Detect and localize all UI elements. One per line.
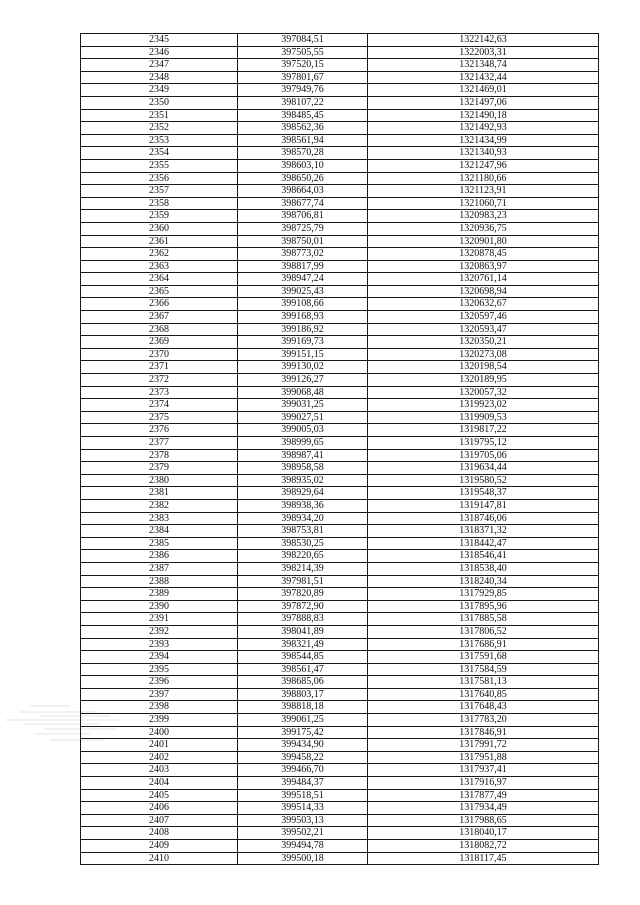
x-coordinate-cell: 398603,10 — [238, 159, 368, 172]
y-coordinate-cell: 1319795,12 — [368, 437, 599, 450]
x-coordinate-cell: 399186,92 — [238, 323, 368, 336]
x-coordinate-cell: 399130,02 — [238, 361, 368, 374]
x-coordinate-cell: 398938,36 — [238, 499, 368, 512]
x-coordinate-cell: 398650,26 — [238, 172, 368, 185]
y-coordinate-cell: 1320597,46 — [368, 311, 599, 324]
table-row — [81, 172, 599, 185]
table-row — [81, 751, 599, 764]
y-coordinate-cell: 1320198,54 — [368, 361, 599, 374]
table-row — [81, 449, 599, 462]
x-coordinate-cell: 398570,28 — [238, 147, 368, 160]
x-coordinate-cell: 399061,25 — [238, 714, 368, 727]
x-coordinate-cell: 398934,20 — [238, 512, 368, 525]
y-coordinate-cell: 1321180,66 — [368, 172, 599, 185]
x-coordinate-cell: 399068,48 — [238, 386, 368, 399]
y-coordinate-cell: 1318538,40 — [368, 562, 599, 575]
x-coordinate-cell: 397949,76 — [238, 84, 368, 97]
table-row — [81, 273, 599, 286]
table-row — [81, 613, 599, 626]
y-coordinate-cell: 1317988,65 — [368, 814, 599, 827]
table-row — [81, 84, 599, 97]
x-coordinate-cell: 398664,03 — [238, 185, 368, 198]
table-row — [81, 71, 599, 84]
x-coordinate-cell: 399027,51 — [238, 411, 368, 424]
table-row — [81, 159, 599, 172]
x-coordinate-cell: 397872,90 — [238, 600, 368, 613]
table-row — [81, 336, 599, 349]
x-coordinate-cell: 398818,18 — [238, 701, 368, 714]
point-number-cell: 2363 — [81, 260, 238, 273]
table-row — [81, 197, 599, 210]
y-coordinate-cell: 1321469,01 — [368, 84, 599, 97]
point-number-cell: 2370 — [81, 348, 238, 361]
point-number-cell: 2359 — [81, 210, 238, 223]
table-row — [81, 134, 599, 147]
y-coordinate-cell: 1319548,37 — [368, 487, 599, 500]
point-number-cell: 2364 — [81, 273, 238, 286]
point-number-cell: 2392 — [81, 625, 238, 638]
point-number-cell: 2369 — [81, 336, 238, 349]
table-row — [81, 562, 599, 575]
x-coordinate-cell: 399025,43 — [238, 285, 368, 298]
point-number-cell: 2351 — [81, 109, 238, 122]
y-coordinate-cell: 1317584,59 — [368, 663, 599, 676]
table-row — [81, 399, 599, 412]
y-coordinate-cell: 1317846,91 — [368, 726, 599, 739]
y-coordinate-cell: 1318746,06 — [368, 512, 599, 525]
point-number-cell: 2384 — [81, 525, 238, 538]
y-coordinate-cell: 1320936,75 — [368, 222, 599, 235]
table-row — [81, 185, 599, 198]
table-row — [81, 59, 599, 72]
point-number-cell: 2380 — [81, 474, 238, 487]
point-number-cell: 2401 — [81, 739, 238, 752]
x-coordinate-cell: 399484,37 — [238, 777, 368, 790]
y-coordinate-cell: 1319705,06 — [368, 449, 599, 462]
table-row — [81, 676, 599, 689]
y-coordinate-cell: 1317877,49 — [368, 789, 599, 802]
x-coordinate-cell: 398220,65 — [238, 550, 368, 563]
y-coordinate-cell: 1321247,96 — [368, 159, 599, 172]
table-row — [81, 487, 599, 500]
table-row — [81, 386, 599, 399]
point-number-cell: 2410 — [81, 852, 238, 865]
y-coordinate-cell: 1318546,41 — [368, 550, 599, 563]
point-number-cell: 2375 — [81, 411, 238, 424]
table-row — [81, 537, 599, 550]
table-row — [81, 474, 599, 487]
x-coordinate-cell: 399500,18 — [238, 852, 368, 865]
table-row — [81, 46, 599, 59]
point-number-cell: 2348 — [81, 71, 238, 84]
point-number-cell: 2382 — [81, 499, 238, 512]
x-coordinate-cell: 399168,93 — [238, 311, 368, 324]
table-row — [81, 550, 599, 563]
y-coordinate-cell: 1321434,99 — [368, 134, 599, 147]
point-number-cell: 2373 — [81, 386, 238, 399]
table-row — [81, 764, 599, 777]
x-coordinate-cell: 398750,01 — [238, 235, 368, 248]
point-number-cell: 2389 — [81, 588, 238, 601]
point-number-cell: 2388 — [81, 575, 238, 588]
table-row — [81, 802, 599, 815]
table-row — [81, 739, 599, 752]
point-number-cell: 2393 — [81, 638, 238, 651]
table-row — [81, 625, 599, 638]
point-number-cell: 2407 — [81, 814, 238, 827]
x-coordinate-cell: 398817,99 — [238, 260, 368, 273]
table-row — [81, 147, 599, 160]
y-coordinate-cell: 1319923,02 — [368, 399, 599, 412]
table-row — [81, 638, 599, 651]
y-coordinate-cell: 1320189,95 — [368, 374, 599, 387]
x-coordinate-cell: 398725,79 — [238, 222, 368, 235]
y-coordinate-cell: 1317640,85 — [368, 688, 599, 701]
y-coordinate-cell: 1318371,32 — [368, 525, 599, 538]
table-row — [81, 575, 599, 588]
x-coordinate-cell: 399494,78 — [238, 840, 368, 853]
point-number-cell: 2361 — [81, 235, 238, 248]
y-coordinate-cell: 1321490,18 — [368, 109, 599, 122]
point-number-cell: 2358 — [81, 197, 238, 210]
table-row — [81, 588, 599, 601]
point-number-cell: 2367 — [81, 311, 238, 324]
y-coordinate-cell: 1320273,08 — [368, 348, 599, 361]
point-number-cell: 2372 — [81, 374, 238, 387]
table-row — [81, 323, 599, 336]
y-coordinate-cell: 1320983,23 — [368, 210, 599, 223]
point-number-cell: 2400 — [81, 726, 238, 739]
x-coordinate-cell: 398929,64 — [238, 487, 368, 500]
point-number-cell: 2409 — [81, 840, 238, 853]
table-row — [81, 260, 599, 273]
y-coordinate-cell: 1319909,53 — [368, 411, 599, 424]
y-coordinate-cell: 1322003,31 — [368, 46, 599, 59]
y-coordinate-cell: 1319817,22 — [368, 424, 599, 437]
table-row — [81, 109, 599, 122]
point-number-cell: 2345 — [81, 34, 238, 47]
point-number-cell: 2349 — [81, 84, 238, 97]
x-coordinate-cell: 399503,13 — [238, 814, 368, 827]
table-row — [81, 285, 599, 298]
table-row — [81, 600, 599, 613]
x-coordinate-cell: 398803,17 — [238, 688, 368, 701]
y-coordinate-cell: 1319580,52 — [368, 474, 599, 487]
point-number-cell: 2371 — [81, 361, 238, 374]
x-coordinate-cell: 398214,39 — [238, 562, 368, 575]
point-number-cell: 2360 — [81, 222, 238, 235]
point-number-cell: 2365 — [81, 285, 238, 298]
x-coordinate-cell: 399126,27 — [238, 374, 368, 387]
point-number-cell: 2381 — [81, 487, 238, 500]
y-coordinate-cell: 1321348,74 — [368, 59, 599, 72]
x-coordinate-cell: 399434,90 — [238, 739, 368, 752]
table-row — [81, 348, 599, 361]
point-number-cell: 2346 — [81, 46, 238, 59]
point-number-cell: 2377 — [81, 437, 238, 450]
y-coordinate-cell: 1320878,45 — [368, 248, 599, 261]
table-row — [81, 311, 599, 324]
table-row — [81, 235, 599, 248]
table-row — [81, 122, 599, 135]
x-coordinate-cell: 399031,25 — [238, 399, 368, 412]
x-coordinate-cell: 398321,49 — [238, 638, 368, 651]
table-row — [81, 411, 599, 424]
coordinates-table-body — [81, 34, 599, 865]
point-number-cell: 2403 — [81, 764, 238, 777]
point-number-cell: 2405 — [81, 789, 238, 802]
x-coordinate-cell: 398485,45 — [238, 109, 368, 122]
table-row — [81, 852, 599, 865]
x-coordinate-cell: 398685,06 — [238, 676, 368, 689]
table-row — [81, 512, 599, 525]
y-coordinate-cell: 1320350,21 — [368, 336, 599, 349]
point-number-cell: 2396 — [81, 676, 238, 689]
x-coordinate-cell: 398987,41 — [238, 449, 368, 462]
x-coordinate-cell: 398561,94 — [238, 134, 368, 147]
table-row — [81, 651, 599, 664]
y-coordinate-cell: 1317686,91 — [368, 638, 599, 651]
x-coordinate-cell: 399518,51 — [238, 789, 368, 802]
y-coordinate-cell: 1317806,52 — [368, 625, 599, 638]
table-row — [81, 840, 599, 853]
point-number-cell: 2378 — [81, 449, 238, 462]
y-coordinate-cell: 1318082,72 — [368, 840, 599, 853]
y-coordinate-cell: 1321340,93 — [368, 147, 599, 160]
point-number-cell: 2402 — [81, 751, 238, 764]
y-coordinate-cell: 1321492,93 — [368, 122, 599, 135]
table-row — [81, 210, 599, 223]
table-row — [81, 248, 599, 261]
point-number-cell: 2366 — [81, 298, 238, 311]
x-coordinate-cell: 398958,58 — [238, 462, 368, 475]
x-coordinate-cell: 398947,24 — [238, 273, 368, 286]
table-row — [81, 462, 599, 475]
point-number-cell: 2368 — [81, 323, 238, 336]
x-coordinate-cell: 397520,15 — [238, 59, 368, 72]
y-coordinate-cell: 1318240,34 — [368, 575, 599, 588]
y-coordinate-cell: 1318117,45 — [368, 852, 599, 865]
x-coordinate-cell: 399175,42 — [238, 726, 368, 739]
point-number-cell: 2408 — [81, 827, 238, 840]
point-number-cell: 2347 — [81, 59, 238, 72]
point-number-cell: 2374 — [81, 399, 238, 412]
point-number-cell: 2390 — [81, 600, 238, 613]
table-row — [81, 789, 599, 802]
x-coordinate-cell: 398677,74 — [238, 197, 368, 210]
y-coordinate-cell: 1318040,17 — [368, 827, 599, 840]
x-coordinate-cell: 397801,67 — [238, 71, 368, 84]
y-coordinate-cell: 1317991,72 — [368, 739, 599, 752]
y-coordinate-cell: 1320057,32 — [368, 386, 599, 399]
point-number-cell: 2391 — [81, 613, 238, 626]
y-coordinate-cell: 1320698,94 — [368, 285, 599, 298]
table-row — [81, 222, 599, 235]
x-coordinate-cell: 397820,89 — [238, 588, 368, 601]
table-row — [81, 701, 599, 714]
table-row — [81, 374, 599, 387]
point-number-cell: 2356 — [81, 172, 238, 185]
y-coordinate-cell: 1317951,88 — [368, 751, 599, 764]
x-coordinate-cell: 397981,51 — [238, 575, 368, 588]
y-coordinate-cell: 1319634,44 — [368, 462, 599, 475]
point-number-cell: 2350 — [81, 96, 238, 109]
x-coordinate-cell: 398935,02 — [238, 474, 368, 487]
table-row — [81, 34, 599, 47]
y-coordinate-cell: 1317581,13 — [368, 676, 599, 689]
y-coordinate-cell: 1317934,49 — [368, 802, 599, 815]
point-number-cell: 2355 — [81, 159, 238, 172]
point-number-cell: 2387 — [81, 562, 238, 575]
x-coordinate-cell: 398753,81 — [238, 525, 368, 538]
point-number-cell: 2362 — [81, 248, 238, 261]
y-coordinate-cell: 1320593,47 — [368, 323, 599, 336]
y-coordinate-cell: 1317591,68 — [368, 651, 599, 664]
point-number-cell: 2406 — [81, 802, 238, 815]
coordinates-table — [80, 33, 599, 865]
point-number-cell: 2395 — [81, 663, 238, 676]
point-number-cell: 2352 — [81, 122, 238, 135]
table-row — [81, 726, 599, 739]
table-row — [81, 499, 599, 512]
x-coordinate-cell: 398999,65 — [238, 437, 368, 450]
x-coordinate-cell: 397505,55 — [238, 46, 368, 59]
x-coordinate-cell: 399005,03 — [238, 424, 368, 437]
x-coordinate-cell: 398773,02 — [238, 248, 368, 261]
table-row — [81, 437, 599, 450]
table-row — [81, 298, 599, 311]
point-number-cell: 2397 — [81, 688, 238, 701]
point-number-cell: 2383 — [81, 512, 238, 525]
y-coordinate-cell: 1317783,20 — [368, 714, 599, 727]
table-row — [81, 814, 599, 827]
y-coordinate-cell: 1317916,97 — [368, 777, 599, 790]
table-row — [81, 361, 599, 374]
point-number-cell: 2386 — [81, 550, 238, 563]
table-row — [81, 777, 599, 790]
x-coordinate-cell: 399169,73 — [238, 336, 368, 349]
x-coordinate-cell: 399108,66 — [238, 298, 368, 311]
x-coordinate-cell: 397084,51 — [238, 34, 368, 47]
x-coordinate-cell: 398530,25 — [238, 537, 368, 550]
y-coordinate-cell: 1317885,58 — [368, 613, 599, 626]
x-coordinate-cell: 398107,22 — [238, 96, 368, 109]
y-coordinate-cell: 1319147,81 — [368, 499, 599, 512]
x-coordinate-cell: 398706,81 — [238, 210, 368, 223]
point-number-cell: 2353 — [81, 134, 238, 147]
y-coordinate-cell: 1318442,47 — [368, 537, 599, 550]
table-row — [81, 714, 599, 727]
table-row — [81, 525, 599, 538]
y-coordinate-cell: 1321060,71 — [368, 197, 599, 210]
x-coordinate-cell: 399458,22 — [238, 751, 368, 764]
y-coordinate-cell: 1321497,06 — [368, 96, 599, 109]
y-coordinate-cell: 1320901,80 — [368, 235, 599, 248]
point-number-cell: 2376 — [81, 424, 238, 437]
point-number-cell: 2398 — [81, 701, 238, 714]
x-coordinate-cell: 398041,89 — [238, 625, 368, 638]
table-row — [81, 96, 599, 109]
x-coordinate-cell: 399466,70 — [238, 764, 368, 777]
x-coordinate-cell: 399514,33 — [238, 802, 368, 815]
x-coordinate-cell: 399151,15 — [238, 348, 368, 361]
point-number-cell: 2394 — [81, 651, 238, 664]
y-coordinate-cell: 1317895,96 — [368, 600, 599, 613]
table-row — [81, 663, 599, 676]
y-coordinate-cell: 1320761,14 — [368, 273, 599, 286]
x-coordinate-cell: 398544,85 — [238, 651, 368, 664]
point-number-cell: 2357 — [81, 185, 238, 198]
point-number-cell: 2379 — [81, 462, 238, 475]
y-coordinate-cell: 1317648,43 — [368, 701, 599, 714]
table-row — [81, 827, 599, 840]
x-coordinate-cell: 398561,47 — [238, 663, 368, 676]
table-row — [81, 424, 599, 437]
y-coordinate-cell: 1321432,44 — [368, 71, 599, 84]
x-coordinate-cell: 397888,83 — [238, 613, 368, 626]
y-coordinate-cell: 1320632,67 — [368, 298, 599, 311]
x-coordinate-cell: 399502,21 — [238, 827, 368, 840]
point-number-cell: 2385 — [81, 537, 238, 550]
x-coordinate-cell: 398562,36 — [238, 122, 368, 135]
point-number-cell: 2404 — [81, 777, 238, 790]
point-number-cell: 2399 — [81, 714, 238, 727]
y-coordinate-cell: 1317937,41 — [368, 764, 599, 777]
point-number-cell: 2354 — [81, 147, 238, 160]
y-coordinate-cell: 1317929,85 — [368, 588, 599, 601]
table-row — [81, 688, 599, 701]
y-coordinate-cell: 1322142,63 — [368, 34, 599, 47]
y-coordinate-cell: 1321123,91 — [368, 185, 599, 198]
y-coordinate-cell: 1320863,97 — [368, 260, 599, 273]
